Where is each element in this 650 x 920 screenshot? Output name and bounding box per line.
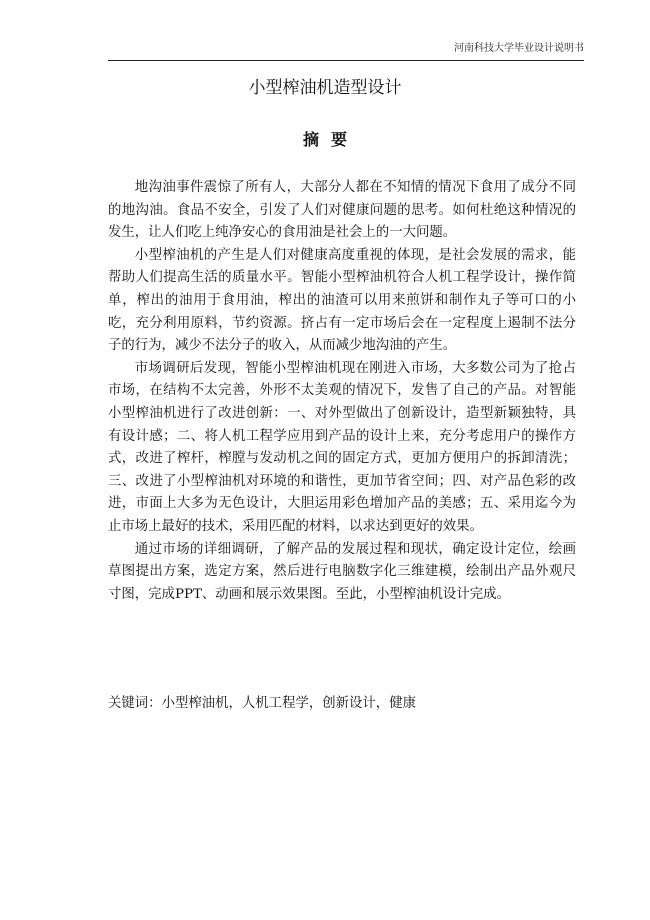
header-text: 河南科技大学毕业设计说明书 xyxy=(454,43,584,54)
keywords-text: 小型榨油机，人机工程学，创新设计，健康 xyxy=(161,696,416,711)
keywords-line xyxy=(108,693,416,715)
abstract-paragraph-2: 小型榨油机的产生是人们对健康高度重视的体现，是社会发展的需求，能帮助人们提高生活的质量水平。智能小型榨油机符合人机工程学设计，操作简单，榨出的油用于食用油，榨出的油渣可以用来煎饼和制作丸子等可口的小吃，充分利用原料，节约资源。挤占有一定市场后会在一定程度上遏制不法分子的行为，减少不法分子的收入，从而减少地沟油的产生。 xyxy=(108,247,576,354)
abstract-paragraph-4: 通过市场的详细调研，了解产品的发展过程和现状，确定设计定位，绘画草图提出方案，选定方案，然后进行电脑数字化三维建模，绘制出产品外观尺寸图，完成PPT、动画和展示效果图。至此，小型榨油机设计完成。 xyxy=(108,541,576,602)
abstract-body xyxy=(108,177,576,606)
page-header xyxy=(108,42,584,61)
abstract-paragraph-3: 市场调研后发现，智能小型榨油机现在刚进入市场，大多数公司为了抢占市场，在结构不太完善，外形不太美观的情况下，发售了自己的产品。对智能小型榨油机进行了改进创新：一、对外型做出了创新设计，造型新颖独特，具有设计感；二、将人机工程学应用到产品的设计上来，充分考虑用户的操作方式，改进了榨杆，榨膛与发动机之间的固定方式，更加方便用户的拆卸清洗；三、改进了小型榨油机对环境的和谐性，更加节省空间；四、对产品色彩的改进，市面上大多为无色设计，大胆运用彩色增加产品的美感；五、采用迄今为止市场上最好的技术，采用匹配的材料，以求达到更好的效果。 xyxy=(108,360,576,534)
keywords-label: 关键词： xyxy=(108,696,162,711)
document-title: 小型榨油机造型设计 xyxy=(248,78,402,98)
abstract-heading: 摘要 xyxy=(302,130,359,149)
abstract-paragraph-1: 地沟油事件震惊了所有人，大部分人都在不知情的情况下食用了成分不同的地沟油。食品不安全，引发了人们对健康问题的思考。如何杜绝这种情况的发生，让人们吃上纯净安心的食用油是社会上的一大问题。 xyxy=(108,180,576,241)
